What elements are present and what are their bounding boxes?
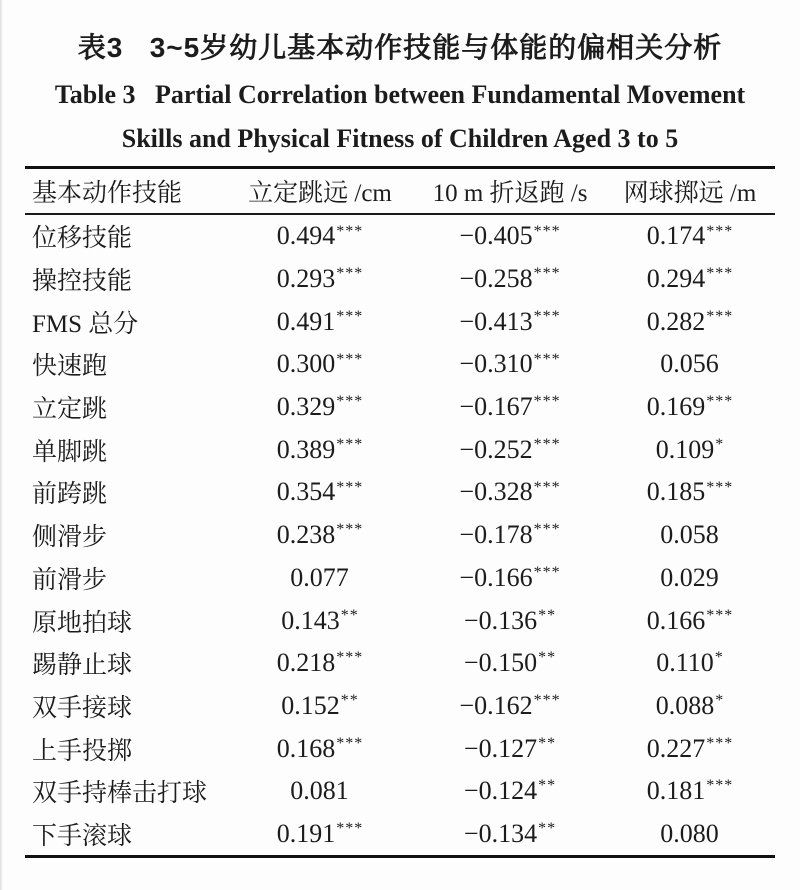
cell-value: 0.494*** xyxy=(276,221,364,251)
table-row xyxy=(25,599,775,642)
cell-value: 0.088* xyxy=(655,690,725,720)
cell-value: −0.134** xyxy=(463,818,557,848)
cell-value: 0.080 xyxy=(660,818,719,848)
table-title-english-line1: Table 3 Partial Correlation between Fundamental Movement xyxy=(54,80,746,109)
table-row xyxy=(25,642,775,685)
cell-value: 0.029 xyxy=(660,562,719,592)
row-label: 双手接球 xyxy=(32,694,133,722)
cell-value: 0.110* xyxy=(656,648,724,678)
scan-edge-artifact xyxy=(0,0,3,890)
row-label: 踢静止球 xyxy=(32,652,133,680)
cell-value: 0.191*** xyxy=(276,818,364,848)
cell-value: −0.252*** xyxy=(459,434,561,464)
table-title-chinese: 表3 3~5岁幼儿基本动作技能与体能的偏相关分析 xyxy=(77,32,723,63)
row-label: 侧滑步 xyxy=(32,524,108,552)
header-skill: 基本动作技能 xyxy=(25,168,225,215)
cell-value: 0.109* xyxy=(655,434,725,464)
row-label: 快速跑 xyxy=(32,353,108,381)
cell-value: −0.310*** xyxy=(459,349,561,379)
table-row xyxy=(25,557,775,600)
row-label: 前跨跳 xyxy=(32,481,108,509)
cell-value: 0.354*** xyxy=(276,477,364,507)
cell-value: 0.293*** xyxy=(276,264,364,294)
cell-value: −0.150** xyxy=(463,648,557,678)
cell-value: 0.491*** xyxy=(276,306,364,336)
row-label: 原地拍球 xyxy=(32,609,133,637)
row-label: FMS 总分 xyxy=(32,310,139,338)
cell-value: 0.168*** xyxy=(276,733,364,763)
cell-value: −0.166*** xyxy=(459,562,561,592)
row-label: 下手滚球 xyxy=(32,822,133,850)
correlation-table xyxy=(25,166,775,858)
table-row xyxy=(25,343,775,386)
table-row xyxy=(25,685,775,728)
table-row xyxy=(25,727,775,770)
cell-value: 0.081 xyxy=(290,776,349,806)
header-shuttle-run: 10 m 折返跑 /s xyxy=(415,168,605,215)
row-label: 双手持棒击打球 xyxy=(32,780,208,808)
row-label: 操控技能 xyxy=(32,268,133,296)
cell-value: 0.056 xyxy=(660,349,719,379)
table-header xyxy=(25,168,775,215)
cell-value: 0.389*** xyxy=(276,434,364,464)
cell-value: 0.174*** xyxy=(646,221,734,251)
cell-value: −0.167*** xyxy=(459,392,561,422)
cell-value: 0.238*** xyxy=(276,520,364,550)
cell-value: −0.178*** xyxy=(459,520,561,550)
cell-value: 0.152** xyxy=(281,690,359,720)
table-row xyxy=(25,813,775,857)
table-row xyxy=(25,258,775,301)
table-row xyxy=(25,300,775,343)
cell-value: 0.329*** xyxy=(276,392,364,422)
cell-value: −0.258*** xyxy=(459,264,561,294)
row-label: 上手投掷 xyxy=(32,737,133,765)
cell-value: −0.328*** xyxy=(459,477,561,507)
cell-value: 0.300*** xyxy=(276,349,364,379)
row-label: 单脚跳 xyxy=(32,438,108,466)
cell-value: 0.077 xyxy=(290,562,349,592)
cell-value: −0.405*** xyxy=(459,221,561,251)
row-label: 位移技能 xyxy=(32,225,133,253)
cell-value: 0.282*** xyxy=(646,306,734,336)
cell-value: 0.294*** xyxy=(646,264,734,294)
cell-value: 0.058 xyxy=(660,520,719,550)
header-row xyxy=(25,168,775,215)
cell-value: 0.185*** xyxy=(646,477,734,507)
table-row xyxy=(25,770,775,813)
cell-value: 0.166*** xyxy=(646,605,734,635)
table-title-english-line2: Skills and Physical Fitness of Children Aged 3 to 5 xyxy=(121,124,679,153)
header-standing-jump: 立定跳远 /cm xyxy=(225,168,415,215)
cell-value: −0.136** xyxy=(463,605,557,635)
table-row xyxy=(25,214,775,258)
table-row xyxy=(25,386,775,429)
row-label: 立定跳 xyxy=(32,396,108,424)
cell-value: 0.227*** xyxy=(646,733,734,763)
cell-value: −0.162*** xyxy=(459,690,561,720)
cell-value: −0.127** xyxy=(463,733,557,763)
table-row xyxy=(25,428,775,471)
cell-value: 0.143** xyxy=(281,605,359,635)
row-label: 前滑步 xyxy=(32,566,108,594)
table-row xyxy=(25,514,775,557)
cell-value: 0.169*** xyxy=(646,392,734,422)
table-row xyxy=(25,471,775,514)
cell-value: −0.413*** xyxy=(459,306,561,336)
cell-value: −0.124** xyxy=(463,776,557,806)
table-body xyxy=(25,214,775,857)
header-tennis-throw: 网球掷远 /m xyxy=(605,168,775,215)
cell-value: 0.218*** xyxy=(276,648,364,678)
cell-value: 0.181*** xyxy=(646,776,734,806)
